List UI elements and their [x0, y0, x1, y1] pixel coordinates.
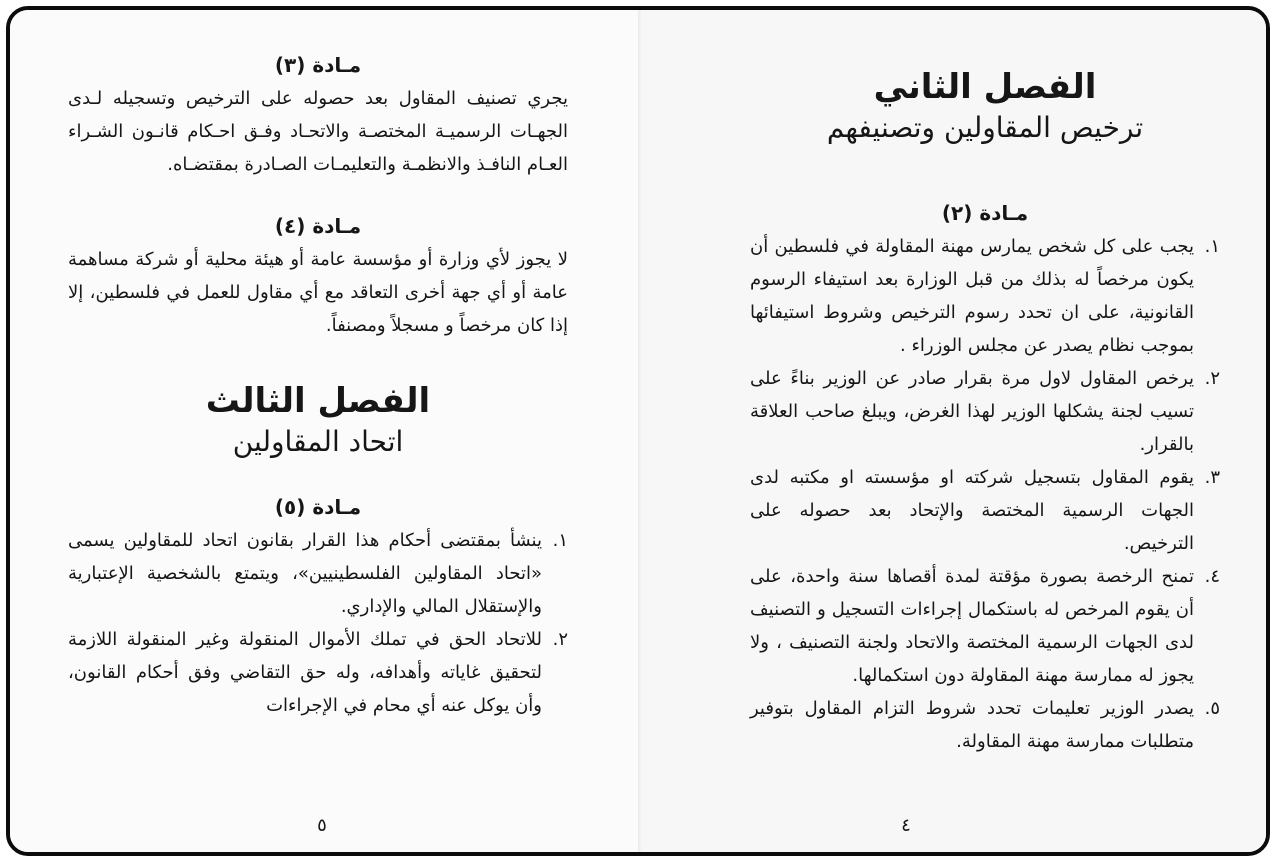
- left-page-body: [68, 50, 568, 722]
- article-4-title: مـادة (٤): [274, 214, 362, 238]
- list-item: [750, 692, 1220, 758]
- item-number: ٢.: [1204, 368, 1220, 389]
- item-text: للاتحاد الحق في تملك الأموال المنقولة وغير المنقولة اللازمة لتحقيق غاياته وأهدافه، وله حق التقاضي وفق أحكام القانون، وأن يوكل عنه أي محام في الإجراءات: [68, 629, 542, 716]
- chapter-2-subtitle: ترخيص المقاولين وتصنيفهم: [826, 111, 1144, 144]
- page-number-left: ٥: [317, 815, 327, 836]
- page-number-right: ٤: [901, 815, 911, 836]
- article-5-list: [68, 524, 568, 722]
- list-item: [750, 230, 1220, 362]
- item-text: تمنح الرخصة بصورة مؤقتة لمدة أقصاها سنة واحدة، على أن يقوم المرخص له باستكمال إجراءات التسجيل و التصنيف لدى الجهات الرسمية المختصة والاتحاد ولجنة التصنيف ، ولا يجوز له ممارسة مهنة المقاولة دون استكمالها.: [750, 566, 1194, 686]
- left-page: [10, 10, 642, 852]
- item-number: ٣.: [1204, 467, 1220, 488]
- item-number: ١.: [1204, 236, 1220, 257]
- item-number: ٤.: [1204, 566, 1220, 587]
- chapter-3-subtitle: اتحاد المقاولين: [232, 425, 404, 458]
- chapter-2-title: الفصل الثاني: [873, 67, 1097, 107]
- article-3-text: يجري تصنيف المقاول بعد حصوله على الترخيص وتسجيله لـدى الجهـات الرسميـة المختصـة والاتحـاد وفـق احـكام قانـون الشـراء العـام النافـذ والانظمـة والتعليمـات الصـادرة بمقتضـاه.: [68, 88, 568, 175]
- chapter-3-title: الفصل الثالث: [205, 381, 431, 421]
- book-spread: [6, 6, 1270, 856]
- item-text: يصدر الوزير تعليمات تحدد شروط التزام المقاول بتوفير متطلبات ممارسة مهنة المقاولة.: [750, 698, 1194, 752]
- item-number: ١.: [552, 530, 568, 551]
- item-number: ٢.: [552, 629, 568, 650]
- article-3-title: مـادة (٣): [274, 53, 362, 77]
- list-item: [750, 362, 1220, 461]
- item-text: يرخص المقاول لاول مرة بقرار صادر عن الوزير بناءً على تسيب لجنة يشكلها الوزير لهذا الغرض، ويبلغ صاحب العلاقة بالقرار.: [750, 368, 1194, 455]
- list-item: [750, 461, 1220, 560]
- right-page-body: [750, 66, 1220, 758]
- item-text: ينشأ بمقتضى أحكام هذا القرار بقانون اتحاد للمقاولين يسمى «اتحاد المقاولين الفلسطينيين»، ويتمتع بالشخصية الإعتبارية والإستقلال المالي والإداري.: [68, 530, 542, 617]
- article-4-text: لا يجوز لأي وزارة أو مؤسسة عامة أو هيئة محلية أو شركة مساهمة عامة أو أي جهة أخرى التعاقد مع أي مقاول للعمل في فلسطين، إلا إذا كان مرخصاً و مسجلاً ومصنفاً.: [68, 249, 568, 336]
- item-number: ٥.: [1204, 698, 1220, 719]
- article-2-list: [750, 230, 1220, 758]
- list-item: [68, 623, 568, 722]
- item-text: يقوم المقاول بتسجيل شركته او مؤسسته او مكتبه لدى الجهات الرسمية المختصة والإتحاد بعد حصوله على الترخيص.: [750, 467, 1194, 554]
- right-page: [642, 10, 1266, 852]
- list-item: [68, 524, 568, 623]
- article-2-title: مـادة (٢): [941, 201, 1029, 225]
- article-5-title: مـادة (٥): [274, 495, 362, 519]
- item-text: يجب على كل شخص يمارس مهنة المقاولة في فلسطين أن يكون مرخصاً له بذلك من قبل الوزارة بعد استيفاء الرسوم القانونية، على ان تحدد رسوم الترخيص وشروط استيفائها بموجب نظام يصدر عن مجلس الوزراء .: [750, 236, 1194, 356]
- list-item: [750, 560, 1220, 692]
